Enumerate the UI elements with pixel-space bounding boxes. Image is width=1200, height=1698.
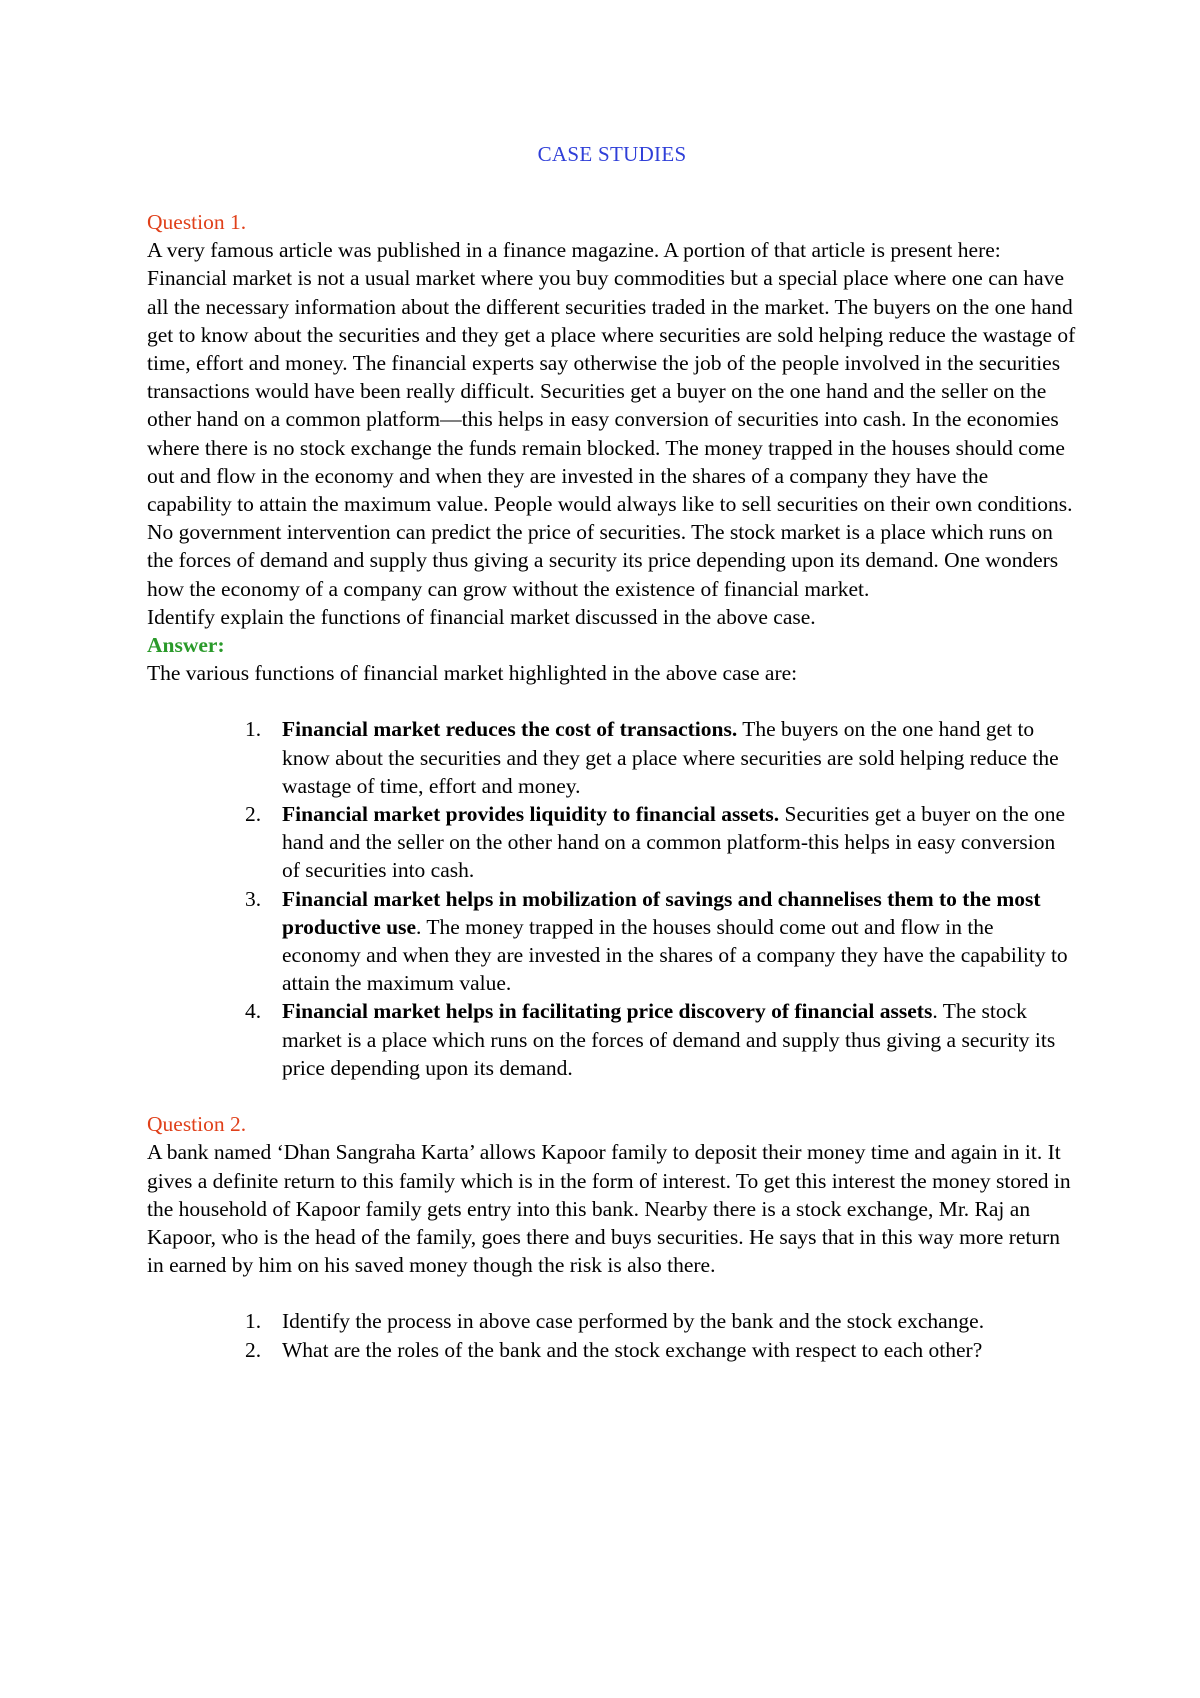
question-item [245, 1336, 1077, 1364]
question-1-heading: Question 1. [147, 210, 247, 234]
answer-point [245, 997, 1077, 1082]
question-2-heading: Question 2. [147, 1112, 247, 1137]
question-text: Identify the process in above case performed by the bank and the stock exchange. [282, 1309, 985, 1334]
document-content [147, 140, 1077, 1364]
document-title: CASE STUDIES [537, 142, 687, 166]
list-number: 1. [245, 717, 262, 742]
answer-heading: Answer: [147, 633, 225, 658]
point-lead: Financial market reduces the cost of transactions. [282, 717, 738, 742]
list-number: 1. [245, 1309, 262, 1334]
point-text: Securities get a buyer on the one hand and the seller on the other hand on a common platform-this helps in easy conversion of securities into cash. [282, 802, 1066, 883]
question-2-body: A bank named ‘Dhan Sangraha Karta’ allows Kapoor family to deposit their money time and again in it. It gives a definite return to this family which is in the form of interest. To get this interest the money stored in the household of Kapoor family gets entry into this bank. Nearby there is a stock exchange, Mr. Raj an Kapoor, who is the head of the family, goes there and buys securities. He says that in this way more return in earned by him on his saved money though the risk is also there. [147, 1140, 1071, 1278]
answer-points-list [147, 715, 1077, 1082]
question-1 [147, 208, 1077, 1082]
point-lead: Financial market helps in mobilization of savings and channelises them to the most productive use [282, 886, 1041, 939]
question-1-prompt: Identify explain the functions of financial market discussed in the above case. [147, 604, 816, 629]
point-text: . The stock market is a place which runs on the forces of demand and supply thus giving a security its price depending upon its demand. [282, 999, 1056, 1080]
question-1-intro: A very famous article was published in a finance magazine. A portion of that article is present here: [147, 238, 1001, 263]
list-number: 2. [245, 802, 262, 827]
point-lead: Financial market helps in facilitating price discovery of financial assets [282, 999, 933, 1024]
question-2 [147, 1110, 1077, 1364]
question-item [245, 1307, 1077, 1335]
answer-point [245, 885, 1077, 998]
point-lead: Financial market provides liquidity to financial assets. [282, 802, 780, 827]
answer-intro: The various functions of financial market highlighted in the above case are: [147, 661, 798, 686]
point-text: The buyers on the one hand get to know about the securities and they get a place where securities are sold helping reduce the wastage of time, effort and money. [282, 717, 1059, 798]
question-2-list [147, 1307, 1077, 1363]
answer-point [245, 800, 1077, 885]
point-text: . The money trapped in the houses should come out and flow in the economy and when they are invested in the shares of a company they have the capability to attain the maximum value. [282, 914, 1068, 996]
question-1-article: Financial market is not a usual market where you buy commodities but a special place where one can have all the necessary information about the different securities traded in the market. The buyers on the one hand get to know about the securities and they get a place where securities are sold helping reduce the wastage of time, effort and money. The financial experts say otherwise the job of the people involved in the securities transactions would have been really difficult. Securities get a buyer on the one hand and the seller on the other hand on a common platform—this helps in easy conversion of securities into cash. In the economies where there is no stock exchange the funds remain blocked. The money trapped in the houses should come out and flow in the economy and when they are invested in the shares of a company they have the capability to attain the maximum value. People would always like to sell securities on their own conditions. No government intervention can predict the price of securities. The stock market is a place which runs on the forces of demand and supply thus giving a security its price depending upon its demand. One wonders how the economy of a company can grow without the existence of financial market. [147, 266, 1076, 601]
list-number: 3. [245, 886, 262, 911]
question-text: What are the roles of the bank and the stock exchange with respect to each other? [282, 1337, 983, 1362]
list-number: 4. [245, 999, 262, 1024]
answer-point [245, 715, 1077, 800]
list-number: 2. [245, 1337, 262, 1362]
